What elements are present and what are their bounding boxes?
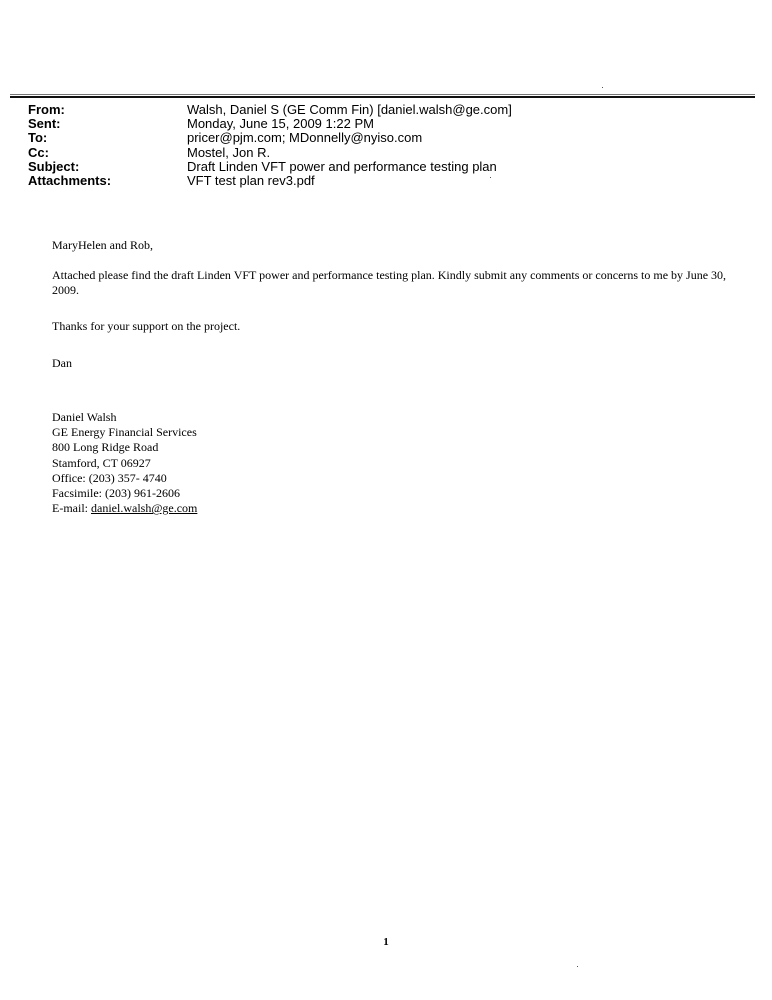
signature-email-line (52, 501, 197, 516)
sent-value: Monday, June 15, 2009 1:22 PM (187, 116, 374, 132)
subject-value: Draft Linden VFT power and performance testing plan (187, 158, 497, 174)
signature-name: Daniel Walsh (52, 410, 117, 424)
attachments-value: VFT test plan rev3.pdf (187, 173, 315, 189)
to-value: pricer@pjm.com; MDonnelly@nyiso.com (187, 130, 423, 146)
to-label: To: (28, 130, 48, 146)
signature-block (52, 410, 197, 516)
email-header (28, 103, 512, 188)
scan-speck (602, 87, 603, 88)
signature-company: GE Energy Financial Services (52, 425, 197, 440)
header-row-cc (28, 146, 512, 160)
from-value: Walsh, Daniel S (GE Comm Fin) [daniel.walsh@ge.com] (187, 102, 512, 117)
page-number: 1 (383, 936, 389, 948)
signature-street: 800 Long Ridge Road (52, 440, 159, 455)
main-paragraph: Attached please find the draft Linden VFT power and performance testing plan. Kindly submit any comments or concerns to me by June 30, 2009. (52, 268, 727, 297)
cc-label: Cc: (28, 144, 49, 160)
signature-city: Stamford, CT 06927 (52, 455, 151, 470)
thanks-line: Thanks for your support on the project. (52, 319, 241, 333)
greeting: MaryHelen and Rob, (52, 238, 153, 252)
header-row-from (28, 103, 512, 117)
header-row-sent (28, 117, 512, 131)
signature-email-label: E-mail: (52, 501, 88, 516)
header-row-attachments (28, 174, 512, 188)
scan-speck (490, 177, 491, 178)
signoff: Dan (52, 356, 72, 370)
scan-speck (577, 966, 578, 967)
subject-label: Subject: (28, 158, 80, 174)
sent-label: Sent: (28, 116, 61, 132)
attachments-label: Attachments: (28, 173, 112, 189)
cc-value: Mostel, Jon R. (187, 144, 271, 160)
signature-fax: Facsimile: (203) 961-2606 (52, 486, 180, 501)
header-row-to (28, 131, 512, 145)
header-divider (10, 96, 755, 98)
signature-email-link[interactable]: daniel.walsh@ge.com (91, 501, 198, 516)
from-label: From: (28, 102, 65, 117)
signature-office-phone: Office: (203) 357- 4740 (52, 470, 167, 485)
header-row-subject (28, 160, 512, 174)
